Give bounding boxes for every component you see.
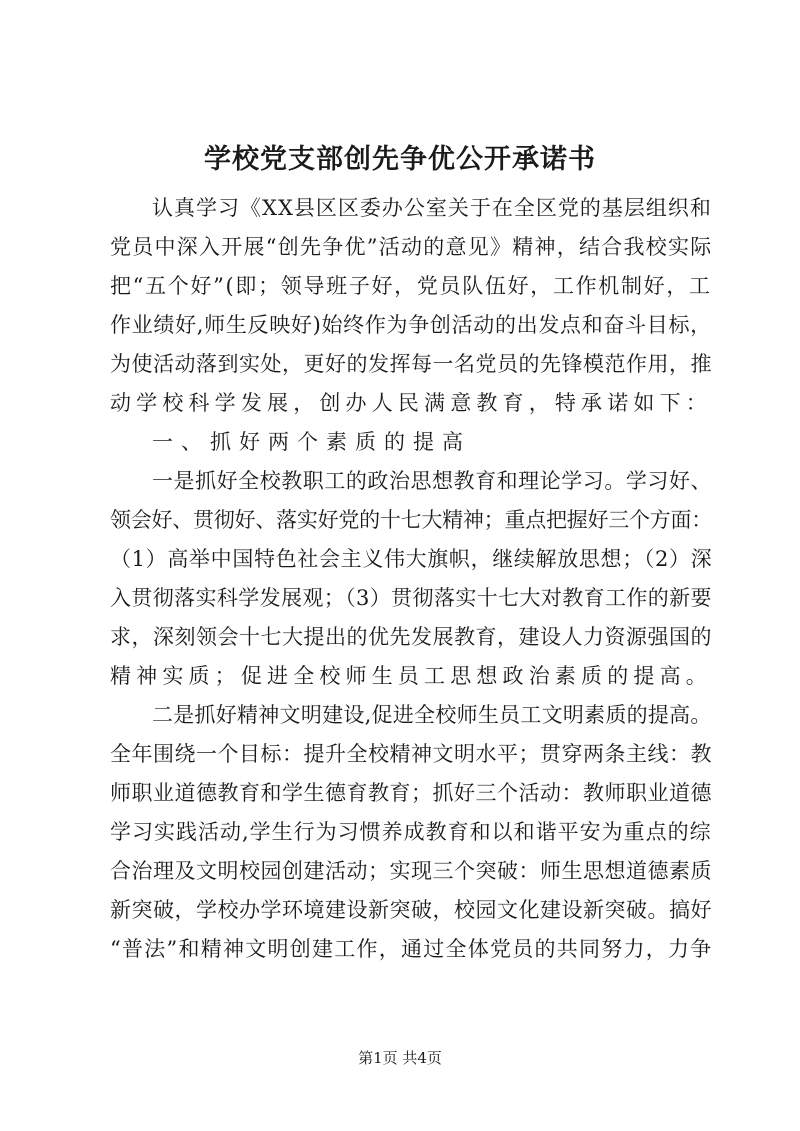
paragraph-line: 合治理及文明校园创建活动；实现三个突破：师生思想道德素质 [110,859,712,883]
paragraph-line: 求，深刻领会十七大提出的优先发展教育，建设人力资源强国的 [110,625,712,649]
paragraph-line: 新突破，学校办学环境建设新突破，校园文化建设新突破。搞好 [110,898,712,922]
document-title: 学校党支部创先争优公开承诺书 [204,144,596,175]
paragraph-line: 入贯彻落实科学发展观；（3）贯彻落实十七大对教育工作的新要 [110,586,712,610]
paragraph-line: 二是抓好精神文明建设,促进全校师生员工文明素质的提高。 [152,703,712,727]
paragraph-line: “普法”和精神文明创建工作，通过全体党员的共同努力，力争 [110,937,713,961]
paragraph-line: 学习实践活动,学生行为习惯养成教育和以和谐平安为重点的综 [110,820,712,844]
paragraph-line: 全年围绕一个目标：提升全校精神文明水平；贯穿两条主线：教 [110,742,712,766]
paragraph-line: 为使活动落到实处，更好的发挥每一名党员的先锋模范作用，推 [110,352,712,376]
page-footer: 第1页 共4页 [358,1049,442,1067]
paragraph-line: 师职业道德教育和学生德育教育；抓好三个活动：教师职业道德 [110,781,712,805]
paragraph-line: 党员中深入开展“创先争优”活动的意见》精神，结合我校实际 [110,235,713,259]
paragraph-line: 动学校科学发展，创办人民满意教育，特承诺如下： [110,391,712,415]
section-heading: 一、抓好两个素质的提高 [152,430,471,454]
paragraph-line: 作业绩好,师生反映好)始终作为争创活动的出发点和奋斗目标， [110,313,712,337]
paragraph-line: 认真学习《XX县区区委办公室关于在全区党的基层组织和 [152,196,712,220]
paragraph-line: 精神实质；促进全校师生员工思想政治素质的提高。 [110,664,712,688]
paragraph-line: 领会好、贯彻好、落实好党的十七大精神；重点把握好三个方面： [110,508,713,532]
paragraph-line: 一是抓好全校教职工的政治思想教育和理论学习。学习好、 [152,469,713,493]
paragraph-line: 把“五个好”(即；领导班子好，党员队伍好，工作机制好，工 [110,274,712,298]
paragraph-line: （1）高举中国特色社会主义伟大旗帜，继续解放思想；（2）深 [110,547,713,571]
